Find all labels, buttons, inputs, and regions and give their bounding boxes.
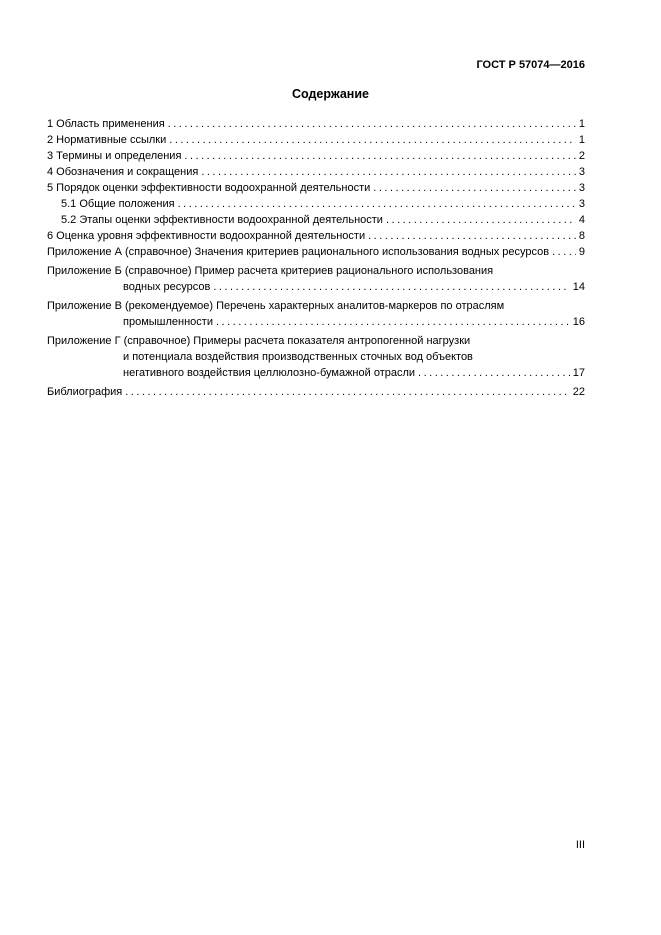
- toc-page-number: 16: [572, 316, 585, 328]
- toc-leader-dots: [386, 212, 576, 228]
- toc-entry: [47, 244, 585, 260]
- toc-entry-label: Приложение А (справочное) Значения критериев рационального использования водных ресурсов: [47, 246, 550, 258]
- toc-line: [47, 314, 585, 330]
- toc-leader-dots: [168, 116, 576, 132]
- toc-entry-label: 1 Область применения: [47, 118, 165, 130]
- page-number: III: [575, 839, 585, 851]
- toc-line: [47, 384, 585, 400]
- toc-leader-dots: [201, 164, 576, 180]
- toc-line: [47, 244, 585, 260]
- toc-leader-dots: [184, 148, 575, 164]
- toc-entry: [47, 148, 585, 164]
- toc-line: [47, 148, 585, 164]
- toc-leader-dots: [418, 365, 570, 381]
- toc-entry: [47, 298, 585, 330]
- toc-leader-dots: [552, 244, 576, 260]
- toc-leader-dots: [178, 196, 576, 212]
- toc-page-number: 2: [578, 150, 585, 162]
- toc-line: [47, 298, 585, 314]
- toc-page-number: 1: [578, 134, 585, 146]
- table-of-contents: [47, 116, 585, 400]
- toc-entry: [47, 384, 585, 400]
- toc-entry-label: негативного воздействия целлюлозно-бумажной отрасли: [123, 367, 416, 379]
- toc-entry: [47, 180, 585, 196]
- toc-entry: [47, 228, 585, 244]
- toc-line: [47, 349, 585, 365]
- toc-line: [47, 228, 585, 244]
- toc-entry-label: и потенциала воздействия производственных сточных вод объектов: [123, 351, 473, 363]
- toc-entry: [47, 132, 585, 148]
- toc-entry-label: Библиография: [47, 386, 123, 398]
- toc-entry-label: водных ресурсов: [123, 281, 211, 293]
- toc-entry-label: 2 Нормативные ссылки: [47, 134, 167, 146]
- toc-entry-label: 6 Оценка уровня эффективности водоохранной деятельности: [47, 230, 366, 242]
- toc-entry: [47, 212, 585, 228]
- toc-leader-dots: [373, 180, 576, 196]
- toc-entry-label: промышленности: [123, 316, 213, 328]
- toc-line: [47, 196, 585, 212]
- toc-page-number: 14: [572, 281, 585, 293]
- toc-page-number: 3: [578, 198, 585, 210]
- page-title: Содержание: [291, 87, 369, 101]
- doc-code: ГОСТ Р 57074—2016: [476, 59, 585, 71]
- toc-page-number: 3: [578, 166, 585, 178]
- toc-entry: [47, 164, 585, 180]
- toc-page-number: 8: [578, 230, 585, 242]
- toc-line: [47, 365, 585, 381]
- toc-line: [47, 212, 585, 228]
- toc-line: [47, 333, 585, 349]
- toc-leader-dots: [169, 132, 576, 148]
- toc-entry-label: Приложение Г (справочное) Примеры расчета показателя антропогенной нагрузки: [47, 335, 471, 347]
- toc-entry: [47, 333, 585, 381]
- toc-leader-dots: [368, 228, 576, 244]
- toc-entry-label: 5.1 Общие положения: [61, 198, 175, 210]
- toc-entry: [47, 196, 585, 212]
- toc-entry-label: 3 Термины и определения: [47, 150, 182, 162]
- toc-line: [47, 180, 585, 196]
- toc-line: [47, 164, 585, 180]
- toc-page-number: 3: [578, 182, 585, 194]
- toc-leader-dots: [125, 384, 570, 400]
- toc-entry: [47, 263, 585, 295]
- toc-entry-label: Приложение В (рекомендуемое) Перечень характерных аналитов-маркеров по отраслям: [47, 300, 505, 312]
- toc-line: [47, 279, 585, 295]
- toc-page-number: 9: [578, 246, 585, 258]
- toc-line: [47, 116, 585, 132]
- toc-entry-label: 5.2 Этапы оценки эффективности водоохранной деятельности: [61, 214, 383, 226]
- toc-page-number: 1: [578, 118, 585, 130]
- toc-page-number: 22: [572, 386, 585, 398]
- toc-page-number: 17: [572, 367, 585, 379]
- toc-entry-label: 4 Обозначения и сокращения: [47, 166, 199, 178]
- toc-leader-dots: [216, 314, 570, 330]
- toc-entry: [47, 116, 585, 132]
- toc-leader-dots: [213, 279, 569, 295]
- toc-entry-label: Приложение Б (справочное) Пример расчета критериев рационального использования: [47, 265, 494, 277]
- toc-page-number: 4: [578, 214, 585, 226]
- toc-line: [47, 132, 585, 148]
- toc-entry-label: 5 Порядок оценки эффективности водоохранной деятельности: [47, 182, 371, 194]
- toc-line: [47, 263, 585, 279]
